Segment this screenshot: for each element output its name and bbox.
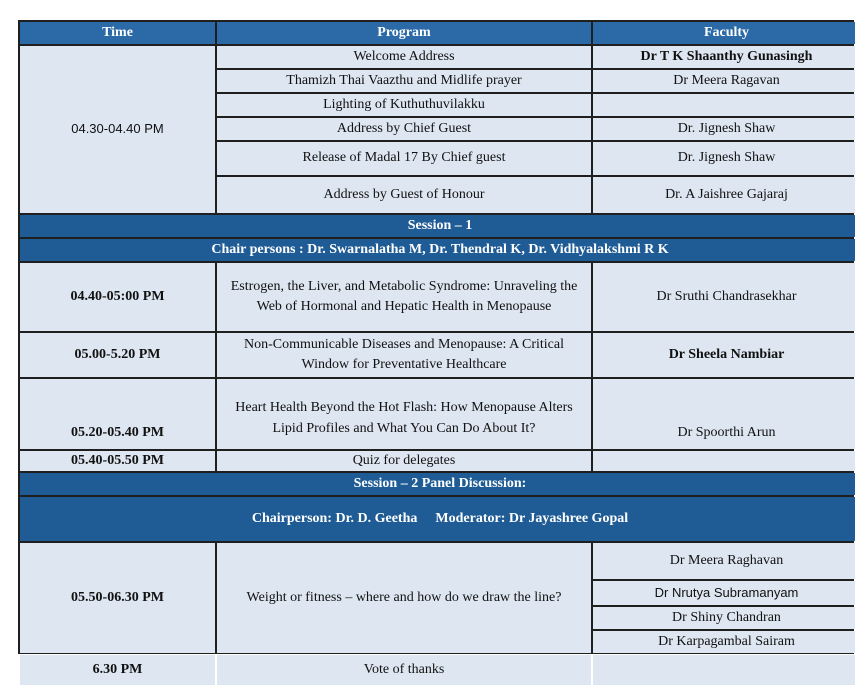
talk-time: 04.40-05:00 PM — [20, 263, 215, 331]
talk-faculty: Dr Sruthi Chandrasekhar — [593, 263, 855, 331]
opening-program: Welcome Address — [217, 46, 591, 68]
opening-faculty: Dr. Jignesh Shaw — [593, 142, 855, 175]
panel-faculty: Dr Karpagambal Sairam — [593, 631, 855, 653]
talk-program: Estrogen, the Liver, and Metabolic Syndrome: Unraveling the Web of Hormonal and Hepatic Health in Menopause — [217, 263, 591, 331]
closing-faculty — [593, 655, 855, 685]
closing-time: 6.30 PM — [20, 655, 215, 685]
closing-program: Vote of thanks — [217, 655, 591, 685]
session2-chairs — [20, 497, 855, 541]
header-program: Program — [217, 22, 591, 44]
panel-time: 05.50-06.30 PM — [20, 543, 215, 653]
talk-time: 05.20-05.40 PM — [20, 379, 215, 449]
opening-faculty: Dr T K Shaanthy Gunasingh — [593, 46, 855, 68]
opening-program: Lighting of Kuthuthuvilakku — [217, 94, 591, 116]
talk-time: 05.00-5.20 PM — [20, 333, 215, 377]
opening-time: 04.30-04.40 PM — [20, 46, 215, 213]
session2-title: Session – 2 Panel Discussion: — [20, 473, 855, 495]
talk-faculty: Dr Sheela Nambiar — [593, 333, 855, 377]
panel-faculty: Dr Nrutya Subramanyam — [593, 581, 855, 605]
talk-faculty — [593, 451, 855, 471]
opening-faculty: Dr Meera Ragavan — [593, 70, 855, 92]
session2-chairperson: Chairperson: Dr. D. Geetha — [251, 510, 418, 526]
header-time: Time — [20, 22, 215, 44]
talk-faculty: Dr Spoorthi Arun — [593, 379, 855, 449]
opening-faculty: Dr. Jignesh Shaw — [593, 118, 855, 140]
panel-faculty: Dr Meera Raghavan — [593, 543, 855, 579]
opening-program: Thamizh Thai Vaazthu and Midlife prayer — [217, 70, 591, 92]
schedule-table — [18, 20, 854, 677]
opening-program: Release of Madal 17 By Chief guest — [217, 142, 591, 175]
opening-faculty: Dr. A Jaishree Gajaraj — [593, 177, 855, 213]
session2-moderator: Moderator: Dr Jayashree Gopal — [435, 510, 629, 526]
session1-title: Session – 1 — [20, 215, 855, 237]
panel-program: Weight or fitness – where and how do we draw the line? — [217, 543, 591, 653]
panel-faculty: Dr Shiny Chandran — [593, 607, 855, 629]
session1-chairs: Chair persons : Dr. Swarnalatha M, Dr. Thendral K, Dr. Vidhyalakshmi R K — [20, 239, 855, 261]
talk-time: 05.40-05.50 PM — [20, 451, 215, 471]
header-faculty: Faculty — [593, 22, 855, 44]
opening-faculty — [593, 94, 855, 116]
opening-program: Address by Guest of Honour — [217, 177, 591, 213]
opening-program: Address by Chief Guest — [217, 118, 591, 140]
talk-program: Heart Health Beyond the Hot Flash: How Menopause Alters Lipid Profiles and What You Can Do About It? — [217, 379, 591, 449]
talk-program: Quiz for delegates — [217, 451, 591, 471]
talk-program: Non-Communicable Diseases and Menopause: A Critical Window for Preventative Healthcare — [217, 333, 591, 377]
